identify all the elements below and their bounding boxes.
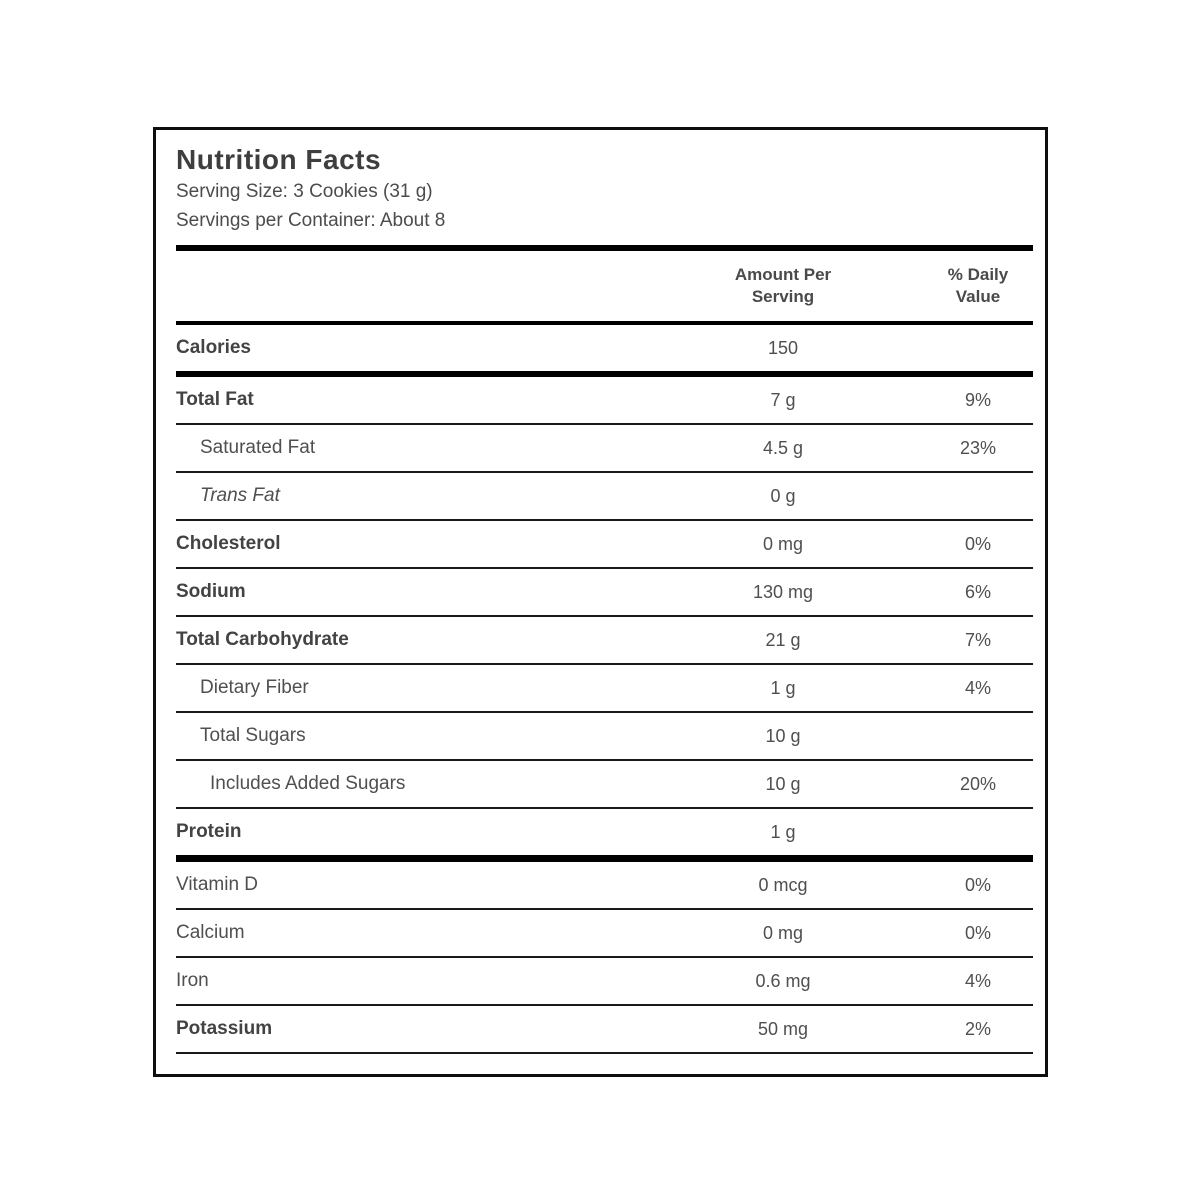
column-header-amount-per-serving xyxy=(643,264,923,308)
nutrient-amount-protein: 1 g xyxy=(770,821,796,842)
table-header-row xyxy=(176,251,1033,321)
nutrient-name-total-fat: Total Fat xyxy=(176,389,254,410)
nutrient-name-vitamin-d: Vitamin D xyxy=(176,874,259,895)
nutrient-amount-cholesterol: 0 mg xyxy=(762,533,804,554)
nutrient-row-dietary-fiber xyxy=(176,665,1033,711)
nutrient-name-total-sugars: Total Sugars xyxy=(200,725,306,746)
dv-header-line2: Value xyxy=(955,287,1001,306)
nutrient-daily-value-cholesterol: 0% xyxy=(964,533,991,554)
nutrient-row-cholesterol xyxy=(176,521,1033,567)
nutrient-row-potassium xyxy=(176,1006,1033,1052)
nutrient-name-saturated-fat: Saturated Fat xyxy=(200,437,316,458)
nutrient-row-includes-added-sugars xyxy=(176,761,1033,807)
nutrient-name-iron: Iron xyxy=(176,970,209,991)
nutrient-amount-saturated-fat: 4.5 g xyxy=(762,437,804,458)
nutrient-name-protein: Protein xyxy=(176,821,242,842)
nutrient-row-calcium xyxy=(176,910,1033,956)
nutrient-daily-value-iron: 4% xyxy=(964,970,991,991)
nutrient-row-calories xyxy=(176,325,1033,371)
nutrient-daily-value-includes-added-sugars: 20% xyxy=(959,773,997,794)
nutrient-row-iron xyxy=(176,958,1033,1004)
nutrient-amount-trans-fat: 0 g xyxy=(770,485,796,506)
nutrient-amount-total-sugars: 10 g xyxy=(765,725,801,746)
nutrient-amount-calcium: 0 mg xyxy=(762,922,804,943)
nutrient-row-saturated-fat xyxy=(176,425,1033,471)
nutrient-amount-calories: 150 xyxy=(767,337,799,358)
nutrient-daily-value-saturated-fat: 23% xyxy=(959,437,997,458)
column-header-daily-value xyxy=(923,264,1033,308)
nutrient-daily-value-vitamin-d: 0% xyxy=(964,874,991,895)
amount-header-line1: Amount Per xyxy=(734,265,832,284)
nutrient-daily-value-calcium: 0% xyxy=(964,922,991,943)
nutrient-name-potassium: Potassium xyxy=(176,1018,273,1039)
nutrient-row-protein xyxy=(176,809,1033,855)
nutrient-amount-sodium: 130 mg xyxy=(752,581,814,602)
nutrient-rows xyxy=(176,325,1033,1054)
nutrient-row-trans-fat xyxy=(176,473,1033,519)
nutrient-daily-value-sodium: 6% xyxy=(964,581,991,602)
nutrient-row-vitamin-d xyxy=(176,862,1033,908)
nutrient-daily-value-potassium: 2% xyxy=(964,1018,991,1039)
nutrient-name-cholesterol: Cholesterol xyxy=(176,533,281,554)
label-title: Nutrition Facts xyxy=(176,144,382,175)
nutrient-amount-total-fat: 7 g xyxy=(770,389,796,410)
nutrient-amount-potassium: 50 mg xyxy=(757,1018,809,1039)
nutrient-row-sodium xyxy=(176,569,1033,615)
serving-size-text: Serving Size: 3 Cookies (31 g) xyxy=(176,181,433,202)
nutrient-amount-vitamin-d: 0 mcg xyxy=(758,874,808,895)
nutrient-name-calories: Calories xyxy=(176,337,251,358)
nutrient-name-sodium: Sodium xyxy=(176,581,246,602)
nutrient-name-calcium: Calcium xyxy=(176,922,245,943)
nutrient-name-includes-added-sugars: Includes Added Sugars xyxy=(210,773,406,794)
dv-header-line1: % Daily xyxy=(947,265,1009,284)
nutrient-name-total-carbohydrate: Total Carbohydrate xyxy=(176,629,349,650)
divider-after-protein xyxy=(176,855,1033,862)
nutrient-row-total-fat xyxy=(176,377,1033,423)
divider-after-potassium xyxy=(176,1052,1033,1054)
nutrition-facts-label xyxy=(153,127,1048,1077)
nutrient-daily-value-dietary-fiber: 4% xyxy=(964,677,991,698)
nutrient-row-total-sugars xyxy=(176,713,1033,759)
nutrient-name-dietary-fiber: Dietary Fiber xyxy=(200,677,309,698)
nutrient-amount-iron: 0.6 mg xyxy=(755,970,811,991)
nutrient-amount-total-carbohydrate: 21 g xyxy=(765,629,801,650)
servings-per-container-text: Servings per Container: About 8 xyxy=(176,210,446,231)
nutrient-amount-includes-added-sugars: 10 g xyxy=(765,773,801,794)
nutrient-name-trans-fat: Trans Fat xyxy=(200,485,280,506)
nutrient-daily-value-total-carbohydrate: 7% xyxy=(964,629,991,650)
nutrient-daily-value-total-fat: 9% xyxy=(964,389,991,410)
nutrient-row-total-carbohydrate xyxy=(176,617,1033,663)
nutrient-amount-dietary-fiber: 1 g xyxy=(770,677,796,698)
amount-header-line2: Serving xyxy=(751,287,815,306)
